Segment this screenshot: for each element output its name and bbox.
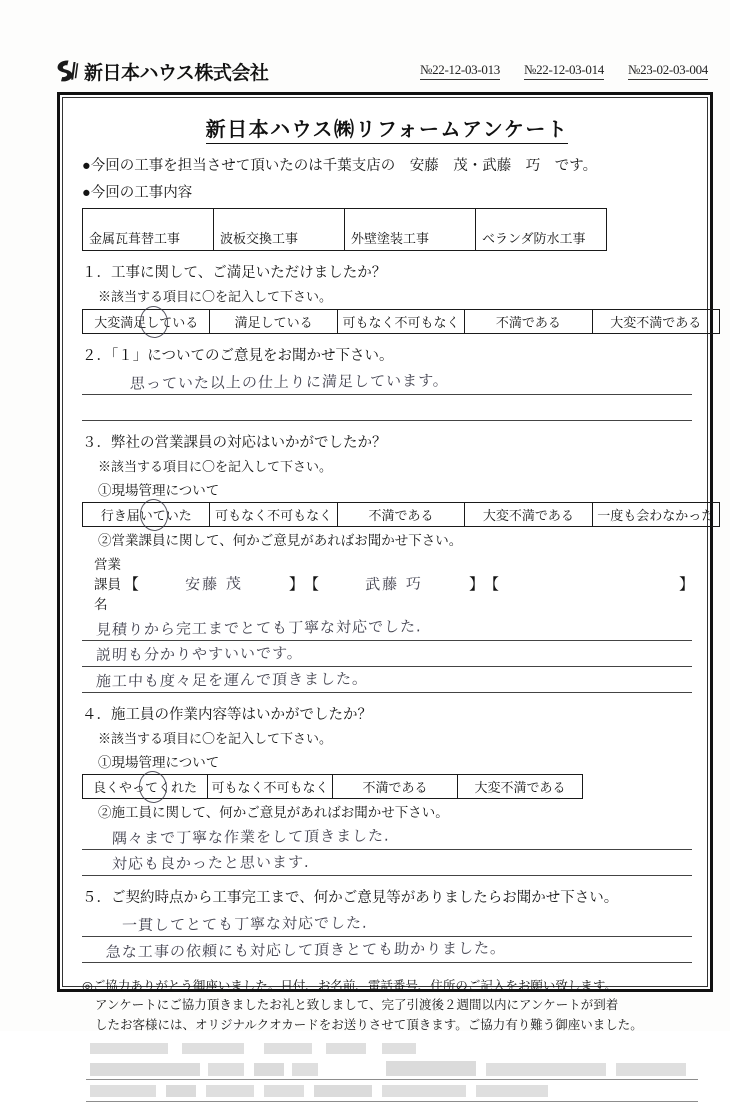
doc-number: №22-12-03-013 <box>420 62 500 80</box>
form-title-text: 新日本ハウス㈱リフォームアンケート <box>206 117 569 144</box>
option-cell[interactable]: 可もなく不可もなく <box>210 503 337 527</box>
option-cell[interactable]: 可もなく不可もなく <box>337 310 464 334</box>
bracket-close: 】 <box>678 576 694 593</box>
footer-line-1: ◎ご協力ありがとう御座いました。日付、お名前、電話番号、住所のご記入をお願い致します。 <box>82 979 617 993</box>
table-row <box>83 310 720 334</box>
option-label: 良くやってくれた <box>92 780 197 795</box>
option-cell[interactable]: 不満である <box>465 310 592 334</box>
bracket-open: 【 <box>123 576 139 593</box>
form-frame <box>57 92 715 1032</box>
bracket-open: 【 <box>483 576 499 593</box>
question-2-answer <box>82 369 694 421</box>
option-cell[interactable]: 大変不満である <box>592 310 719 334</box>
handwritten-name: 安藤 茂 <box>184 573 243 594</box>
option-cell[interactable]: 一度も会わなかった <box>592 503 719 527</box>
sales-staff-name-field-3[interactable] <box>484 573 694 594</box>
handwritten-name <box>499 581 679 584</box>
question-1-options <box>82 309 720 334</box>
work-item-cell: 外壁塗装工事 <box>345 209 476 251</box>
sales-staff-name-field-1[interactable] <box>124 573 304 594</box>
handwritten-text: 施工中も度々足を運んで頂きました。 <box>95 669 369 691</box>
answer-line[interactable] <box>82 937 692 963</box>
question-3-options <box>82 502 720 527</box>
question-3-sub1: ①現場管理について <box>98 483 220 498</box>
question-4-sub2: ②施工員に関して、何かご意見があればお聞かせ下さい。 <box>98 805 449 820</box>
sales-staff-name-row <box>94 553 694 613</box>
answer-line[interactable] <box>82 911 692 937</box>
question-2-heading: ２．「１」についてのご意見をお聞かせ下さい。 <box>82 348 394 364</box>
option-label: 行き届いていた <box>100 508 192 523</box>
form-content <box>60 95 715 1032</box>
handwritten-text: 説明も分かりやすいいです。 <box>95 643 304 665</box>
bracket-open: 【 <box>303 576 319 593</box>
option-cell[interactable]: 大変不満である <box>458 775 583 799</box>
answer-line[interactable] <box>82 667 692 693</box>
option-cell-selected[interactable] <box>83 503 210 527</box>
question-5-heading: ５．ご契約時点から工事完工まで、何かご意見等がありましたらお聞かせ下さい。 <box>82 890 619 906</box>
question-3-heading: ３．弊社の営業課員の対応はいかがでしたか？ <box>82 435 387 451</box>
option-cell[interactable]: 大変不満である <box>465 503 592 527</box>
masthead <box>54 52 714 90</box>
work-item-cell: 金属瓦葺替工事 <box>83 209 214 251</box>
bracket-close: 】 <box>468 576 484 593</box>
sales-staff-name-field-2[interactable] <box>304 573 484 594</box>
shinnihon-swoosh-logo-icon <box>54 58 80 84</box>
footer-line-3: したお客様には、オリジナルクオカードをお送りさせて頂きます。ご協力有り難う御座いました。 <box>95 1017 643 1032</box>
option-label: 大変満足している <box>94 315 199 330</box>
doc-number: №23-02-03-004 <box>628 62 708 80</box>
handwritten-text: 隅々まで丁寧な作業をして頂きました. <box>111 826 391 848</box>
option-cell-selected[interactable] <box>83 775 208 799</box>
doc-number: №22-12-03-014 <box>524 62 604 80</box>
footer-line-2: アンケートにご協力頂きましたお礼と致しまして、完了引渡後２週間以内にアンケートが到着 <box>95 998 619 1013</box>
work-items-table <box>82 208 607 251</box>
question-4-options <box>82 774 583 799</box>
answer-line[interactable] <box>82 824 692 850</box>
question-4-sub1: ①現場管理について <box>98 755 220 770</box>
sales-staff-name-label: 営業課員名 <box>94 557 121 612</box>
option-cell[interactable]: 満足している <box>210 310 337 334</box>
question-4-note: ※該当する項目に〇を記入して下さい。 <box>98 731 333 746</box>
redacted-customer-info <box>86 1043 706 1105</box>
question-4-heading: ４．施工員の作業内容等はいかがでしたか？ <box>82 707 372 723</box>
answer-line[interactable] <box>82 615 692 641</box>
answer-line[interactable] <box>82 641 692 667</box>
form-title <box>80 113 694 142</box>
staff-line: ●今回の工事を担当させて頂いたのは千葉支店の 安藤 茂・武藤 巧 です。 <box>82 158 598 174</box>
question-3-note: ※該当する項目に〇を記入して下さい。 <box>98 459 333 474</box>
option-cell[interactable]: 不満である <box>333 775 458 799</box>
work-item-cell: 波板交換工事 <box>214 209 345 251</box>
table-row <box>83 209 607 251</box>
handwritten-text: 対応も良かったと思います. <box>111 852 311 874</box>
answer-line[interactable] <box>82 850 692 876</box>
option-cell[interactable]: 可もなく不可もなく <box>208 775 333 799</box>
answer-line[interactable] <box>82 395 692 421</box>
work-content-heading: ●今回の工事内容 <box>82 185 193 201</box>
handwritten-text: 一貫してとても丁寧な対応でした. <box>121 913 369 935</box>
work-item-cell: ベランダ防水工事 <box>476 209 607 251</box>
footer-note <box>82 977 694 1035</box>
table-row <box>83 503 720 527</box>
question-3-sub2: ②営業課員に関して、何かご意見があればお聞かせ下さい。 <box>98 533 463 548</box>
doc-number-list <box>420 62 714 80</box>
company-name: 新日本ハウス株式会社 <box>84 61 269 84</box>
question-4-answer <box>82 824 694 876</box>
table-row <box>83 775 583 799</box>
question-3-answer <box>82 615 694 693</box>
question-1-note: ※該当する項目に〇を記入して下さい。 <box>98 289 333 304</box>
handwritten-text: 見積りから完工までとても丁寧な対応でした. <box>95 617 423 639</box>
handwritten-text: 思っていた以上の仕上りに満足しています。 <box>129 371 450 393</box>
answer-line[interactable] <box>82 369 692 395</box>
option-cell[interactable]: 不満である <box>337 503 464 527</box>
handwritten-name: 武藤 巧 <box>364 573 424 594</box>
bracket-close: 】 <box>288 576 304 593</box>
option-cell-selected[interactable] <box>83 310 210 334</box>
question-5-answer <box>82 911 694 963</box>
question-1-heading: １．工事に関して、ご満足いただけましたか？ <box>82 265 387 281</box>
handwritten-text: 急な工事の依頼にも対応して頂きとても助かりました。 <box>105 938 507 962</box>
